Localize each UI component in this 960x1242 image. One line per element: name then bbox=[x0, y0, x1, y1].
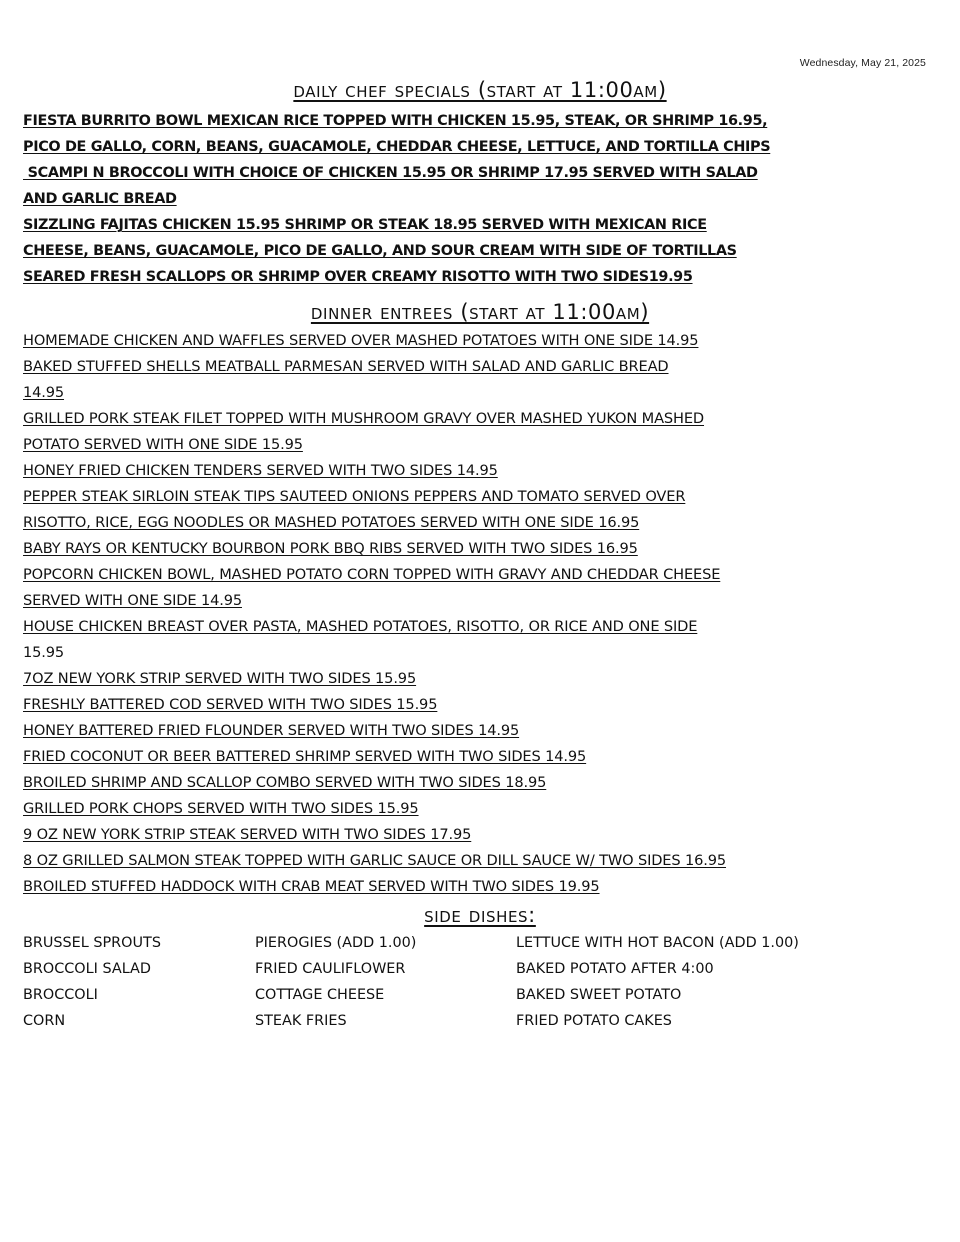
entree-line: FRIED COCONUT OR BEER BATTERED SHRIMP SERVED WITH TWO SIDES 14.95 bbox=[23, 748, 587, 765]
side-item: PIEROGIES (ADD 1.00) bbox=[255, 935, 417, 951]
side-item: FRIED CAULIFLOWER bbox=[255, 961, 406, 977]
entree-line: 15.95 bbox=[23, 644, 65, 661]
entree-line: PEPPER STEAK SIRLOIN STEAK TIPS SAUTEED ONIONS PEPPERS AND TOMATO SERVED OVER bbox=[23, 488, 686, 505]
entrees-heading: dinner entrees (start at 11:00am) bbox=[310, 300, 650, 324]
specials-line: PICO DE GALLO, CORN, BEANS, GUACAMOLE, CHEDDAR CHEESE, LETTUCE, AND TORTILLA CHIPS bbox=[23, 139, 771, 155]
specials-line: FIESTA BURRITO BOWL MEXICAN RICE TOPPED WITH CHICKEN 15.95, STEAK, OR SHRIMP 16.95, bbox=[23, 113, 768, 129]
entree-line: HONEY FRIED CHICKEN TENDERS SERVED WITH TWO SIDES 14.95 bbox=[23, 462, 498, 479]
entree-line: FRESHLY BATTERED COD SERVED WITH TWO SIDES 15.95 bbox=[23, 696, 438, 713]
side-item: BAKED SWEET POTATO bbox=[516, 987, 682, 1003]
entree-line: BROILED SHRIMP AND SCALLOP COMBO SERVED WITH TWO SIDES 18.95 bbox=[23, 774, 547, 791]
entree-line: HOMEMADE CHICKEN AND WAFFLES SERVED OVER MASHED POTATOES WITH ONE SIDE 14.95 bbox=[23, 332, 699, 349]
side-item: BROCCOLI bbox=[23, 987, 98, 1003]
sides-row bbox=[23, 1008, 923, 1034]
sides-row bbox=[23, 982, 923, 1008]
entree-line: 7OZ NEW YORK STRIP SERVED WITH TWO SIDES 15.95 bbox=[23, 670, 417, 687]
entree-line: RISOTTO, RICE, EGG NOODLES OR MASHED POTATOES SERVED WITH ONE SIDE 16.95 bbox=[23, 514, 640, 531]
entree-line: BABY RAYS OR KENTUCKY BOURBON PORK BBQ RIBS SERVED WITH TWO SIDES 16.95 bbox=[23, 540, 638, 557]
side-item: BRUSSEL SPROUTS bbox=[23, 935, 161, 951]
entree-line: GRILLED PORK CHOPS SERVED WITH TWO SIDES 15.95 bbox=[23, 800, 419, 817]
specials-line: CHEESE, BEANS, GUACAMOLE, PICO DE GALLO, AND SOUR CREAM WITH SIDE OF TORTILLAS bbox=[23, 243, 737, 259]
side-item: BROCCOLI SALAD bbox=[23, 961, 151, 977]
entree-line: BAKED STUFFED SHELLS MEATBALL PARMESAN SERVED WITH SALAD AND GARLIC BREAD bbox=[23, 358, 669, 375]
entree-line: POPCORN CHICKEN BOWL, MASHED POTATO CORN TOPPED WITH GRAVY AND CHEDDAR CHEESE bbox=[23, 566, 721, 583]
entree-line: BROILED STUFFED HADDOCK WITH CRAB MEAT SERVED WITH TWO SIDES 19.95 bbox=[23, 878, 600, 895]
print-date: Wednesday, May 21, 2025 bbox=[799, 57, 926, 69]
entree-line: 8 OZ GRILLED SALMON STEAK TOPPED WITH GARLIC SAUCE OR DILL SAUCE W/ TWO SIDES 16.95 bbox=[23, 852, 727, 869]
entree-line: HONEY BATTERED FRIED FLOUNDER SERVED WITH TWO SIDES 14.95 bbox=[23, 722, 520, 739]
entrees-list bbox=[23, 328, 930, 900]
entree-line: GRILLED PORK STEAK FILET TOPPED WITH MUSHROOM GRAVY OVER MASHED YUKON MASHED bbox=[23, 410, 705, 427]
entree-line: 9 OZ NEW YORK STRIP STEAK SERVED WITH TWO SIDES 17.95 bbox=[23, 826, 472, 843]
entree-line: 14.95 bbox=[23, 384, 65, 401]
specials-line: SIZZLING FAJITAS CHICKEN 15.95 SHRIMP OR STEAK 18.95 SERVED WITH MEXICAN RICE bbox=[23, 217, 707, 233]
sides-row bbox=[23, 930, 923, 956]
sides-table bbox=[23, 930, 923, 1034]
side-item: CORN bbox=[23, 1013, 66, 1029]
side-item: FRIED POTATO CAKES bbox=[516, 1013, 672, 1029]
specials-line: AND GARLIC BREAD bbox=[23, 191, 177, 207]
entree-line: POTATO SERVED WITH ONE SIDE 15.95 bbox=[23, 436, 303, 453]
side-item: COTTAGE CHEESE bbox=[255, 987, 385, 1003]
specials-heading: daily chef specials (start at 11:00am) bbox=[293, 78, 667, 102]
sides-heading: side dishes: bbox=[424, 903, 536, 927]
specials-line: SEARED FRESH SCALLOPS OR SHRIMP OVER CREAMY RISOTTO WITH TWO SIDES19.95 bbox=[23, 269, 693, 285]
specials-list bbox=[23, 108, 930, 290]
side-item: BAKED POTATO AFTER 4:00 bbox=[516, 961, 714, 977]
side-item: LETTUCE WITH HOT BACON (ADD 1.00) bbox=[516, 935, 799, 951]
side-item: STEAK FRIES bbox=[255, 1013, 347, 1029]
entree-line: HOUSE CHICKEN BREAST OVER PASTA, MASHED POTATOES, RISOTTO, OR RICE AND ONE SIDE bbox=[23, 618, 698, 635]
entree-line: SERVED WITH ONE SIDE 14.95 bbox=[23, 592, 242, 609]
sides-row bbox=[23, 956, 923, 982]
specials-line: SCAMPI N BROCCOLI WITH CHOICE OF CHICKEN 15.95 OR SHRIMP 17.95 SERVED WITH SALAD bbox=[23, 165, 758, 181]
